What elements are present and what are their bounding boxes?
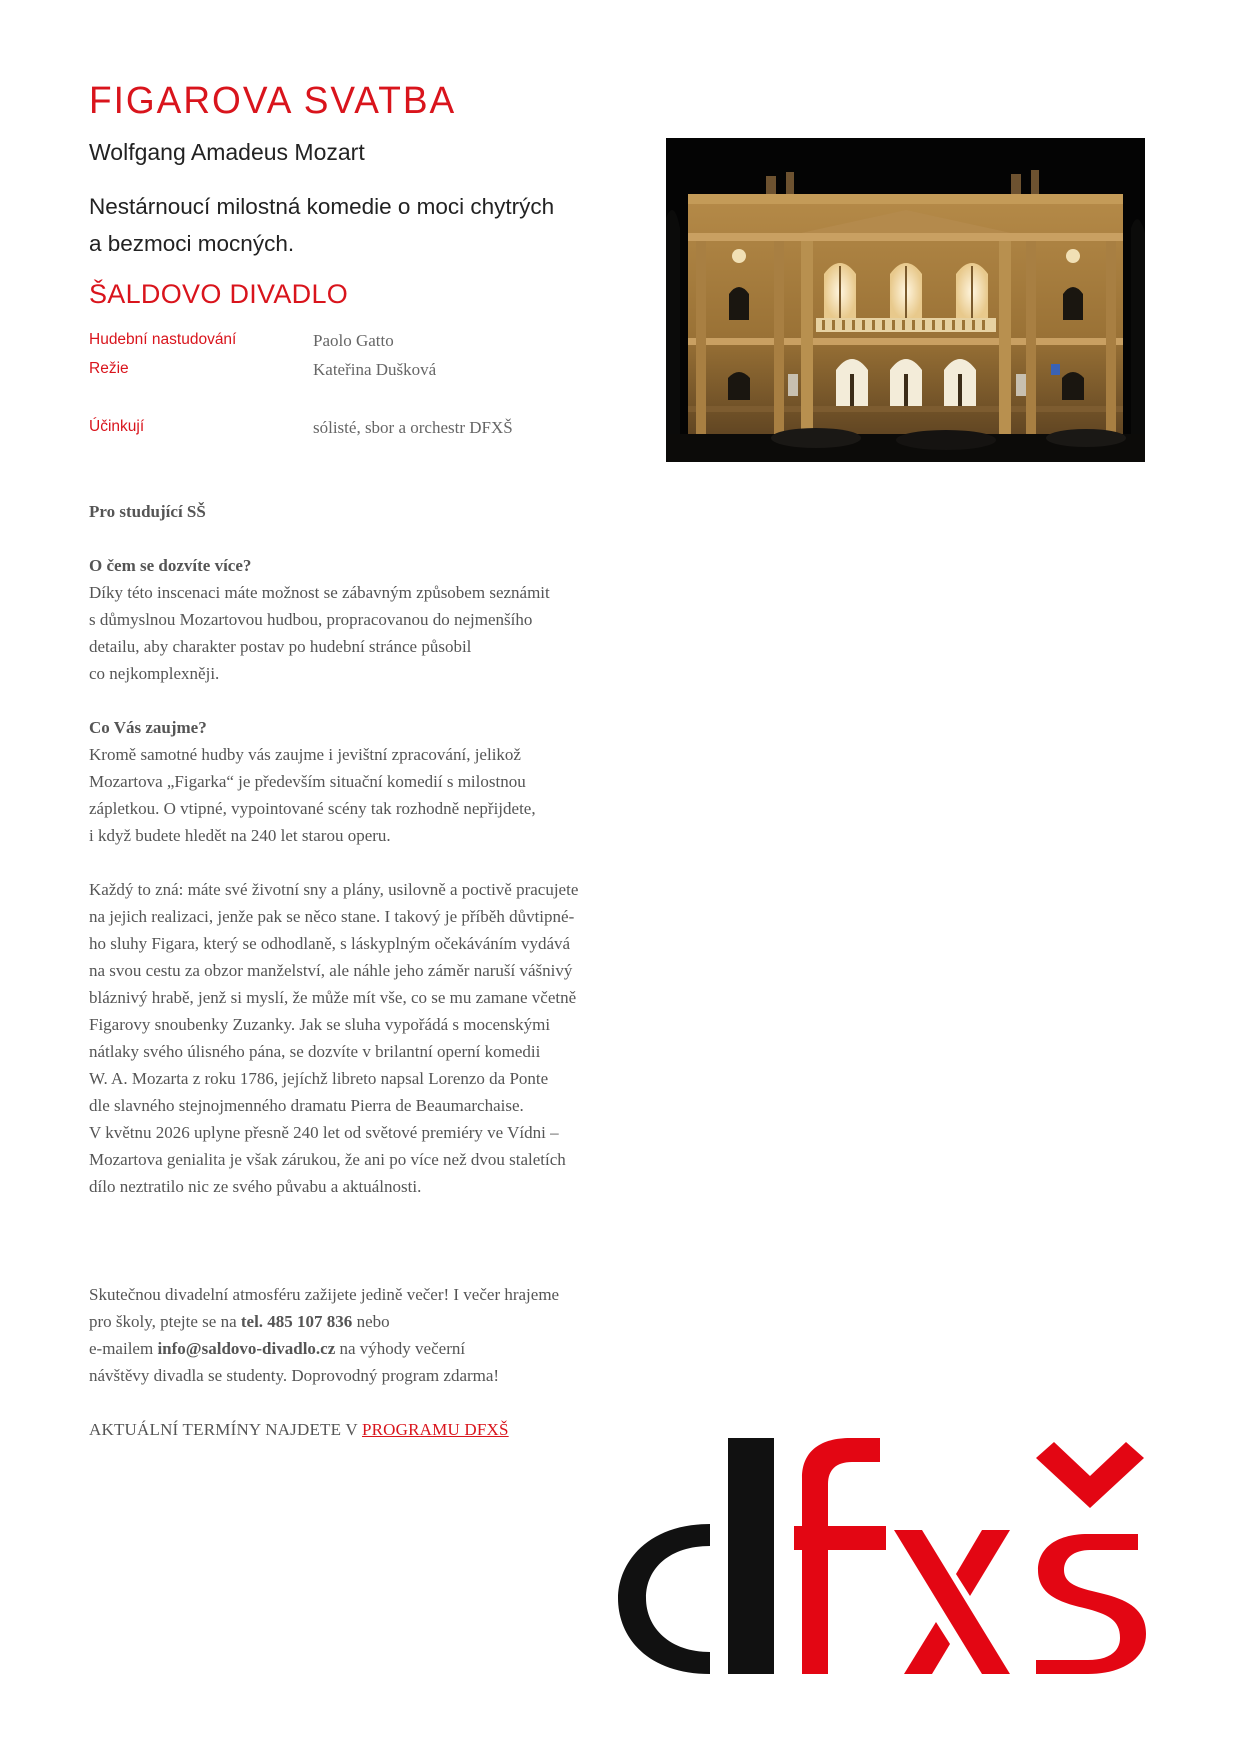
page-title: FIGAROVA SVATBA bbox=[89, 79, 457, 122]
theatre-facade-image bbox=[666, 138, 1145, 462]
logo-letter-s bbox=[1036, 1534, 1146, 1674]
text-span: nebo bbox=[352, 1312, 390, 1331]
theatre-photo bbox=[666, 138, 1145, 462]
text-line: bláznivý hrabě, jenž si myslí, že může mít vše, co se mu zamane včetně bbox=[89, 988, 577, 1007]
audience-label: Pro studující SŠ bbox=[89, 502, 206, 521]
logo-letter-l bbox=[748, 1438, 774, 1674]
text-span: e-mailem bbox=[89, 1339, 158, 1358]
composer: Wolfgang Amadeus Mozart bbox=[89, 139, 365, 165]
text-line: detailu, aby charakter postav po hudební stránce působil bbox=[89, 637, 472, 656]
credit-role: Účinkují bbox=[89, 418, 145, 435]
text-line: i když budete hledět na 240 let starou operu. bbox=[89, 826, 391, 845]
text-line: ho sluhy Figara, který se odhodlaně, s láskyplným očekáváním vydává bbox=[89, 934, 571, 953]
credit-name: Paolo Gatto bbox=[313, 331, 394, 350]
credit-role: Hudební nastudování bbox=[89, 331, 237, 348]
credit-row bbox=[89, 418, 649, 447]
section-heading: Co Vás zaujme? bbox=[89, 718, 207, 737]
text-line: W. A. Mozarta z roku 1786, jejíchž libreto napsal Lorenzo da Ponte bbox=[89, 1069, 549, 1088]
text-span: na výhody večerní bbox=[335, 1339, 466, 1358]
dfxs-logo-mark bbox=[618, 1438, 1148, 1674]
text-line: Každý to zná: máte své životní sny a plány, usilovně a poctivě pracujete bbox=[89, 880, 579, 899]
credit-row bbox=[89, 331, 649, 360]
contact-line: návštěvy divadla se studenty. Doprovodný program zdarma! bbox=[89, 1366, 500, 1385]
contact-line: Skutečnou divadelní atmosféru zažijete jedině večer! I večer hrajeme bbox=[89, 1285, 560, 1304]
text-line: co nejkomplexněji. bbox=[89, 664, 220, 683]
text-line: Kromě samotné hudby vás zaujme i jevištní zpracování, jelikož bbox=[89, 745, 521, 764]
tagline-line: Nestárnoucí milostná komedie o moci chytrých bbox=[89, 194, 555, 219]
main-text bbox=[89, 498, 649, 1443]
logo-letter-x-stroke2 bbox=[956, 1530, 1010, 1596]
text-line: dílo neztratilo nic ze svého půvabu a aktuálnosti. bbox=[89, 1177, 422, 1196]
logo-letter-f-bar bbox=[794, 1526, 886, 1550]
dfxs-logo bbox=[618, 1438, 1148, 1674]
logo-letter-d-bowl bbox=[618, 1524, 710, 1674]
text-span: AKTUÁLNÍ TERMÍNY NAJDETE V bbox=[89, 1420, 362, 1439]
text-line: dle slavného stejnojmenného dramatu Pierra de Beaumarchaise. bbox=[89, 1096, 524, 1115]
tagline bbox=[89, 188, 609, 262]
text-line: na svou cestu za obzor manželství, ale náhle jeho záměr naruší vášnivý bbox=[89, 961, 573, 980]
text-line: na jejich realizaci, jenže pak se něco stane. I takový je příběh důvtipné- bbox=[89, 907, 575, 926]
venue-name: ŠALDOVO DIVADLO bbox=[89, 279, 349, 309]
text-line: zápletkou. O vtipné, vypointované scény tak rozhodně nepřijdete, bbox=[89, 799, 536, 818]
logo-letter-f bbox=[802, 1438, 880, 1674]
credits bbox=[89, 331, 649, 447]
logo-caron bbox=[1036, 1442, 1144, 1508]
text-line: Mozartova „Figarka“ je především situační komedií s milostnou bbox=[89, 772, 526, 791]
credit-role: Režie bbox=[89, 360, 129, 377]
text-line: Díky této inscenaci máte možnost se zábavným způsobem seznámit bbox=[89, 583, 550, 602]
text-span: pro školy, ptejte se na bbox=[89, 1312, 241, 1331]
schedule-line bbox=[89, 1416, 649, 1443]
phone-number[interactable]: tel. 485 107 836 bbox=[240, 1312, 353, 1331]
program-link[interactable]: PROGRAMU DFXŠ bbox=[361, 1420, 509, 1439]
text-line: s důmyslnou Mozartovou hudbou, propracovanou do nejmenšího bbox=[89, 610, 533, 629]
email-address[interactable]: info@saldovo-divadlo.cz bbox=[157, 1339, 336, 1358]
text-line: Mozartova genialita je však zárukou, že ani po více než dvou staletích bbox=[89, 1150, 566, 1169]
text-line: Figarovy snoubenky Zuzanky. Jak se sluha vypořádá s mocenskými bbox=[89, 1015, 551, 1034]
credit-name: Kateřina Dušková bbox=[313, 360, 437, 379]
contact-line bbox=[89, 1308, 649, 1335]
credit-name: sólisté, sbor a orchestr DFXŠ bbox=[313, 418, 513, 437]
tagline-line: a bezmoci mocných. bbox=[89, 231, 295, 256]
contact-line bbox=[89, 1335, 649, 1362]
logo-letter-x-stroke3 bbox=[904, 1622, 950, 1674]
credit-row bbox=[89, 360, 649, 389]
text-line: V květnu 2026 uplyne přesně 240 let od světové premiéry ve Vídni – bbox=[89, 1123, 559, 1142]
section-heading: O čem se dozvíte více? bbox=[89, 556, 252, 575]
text-line: nátlaky svého úlisného pána, se dozvíte v brilantní operní komedii bbox=[89, 1042, 541, 1061]
